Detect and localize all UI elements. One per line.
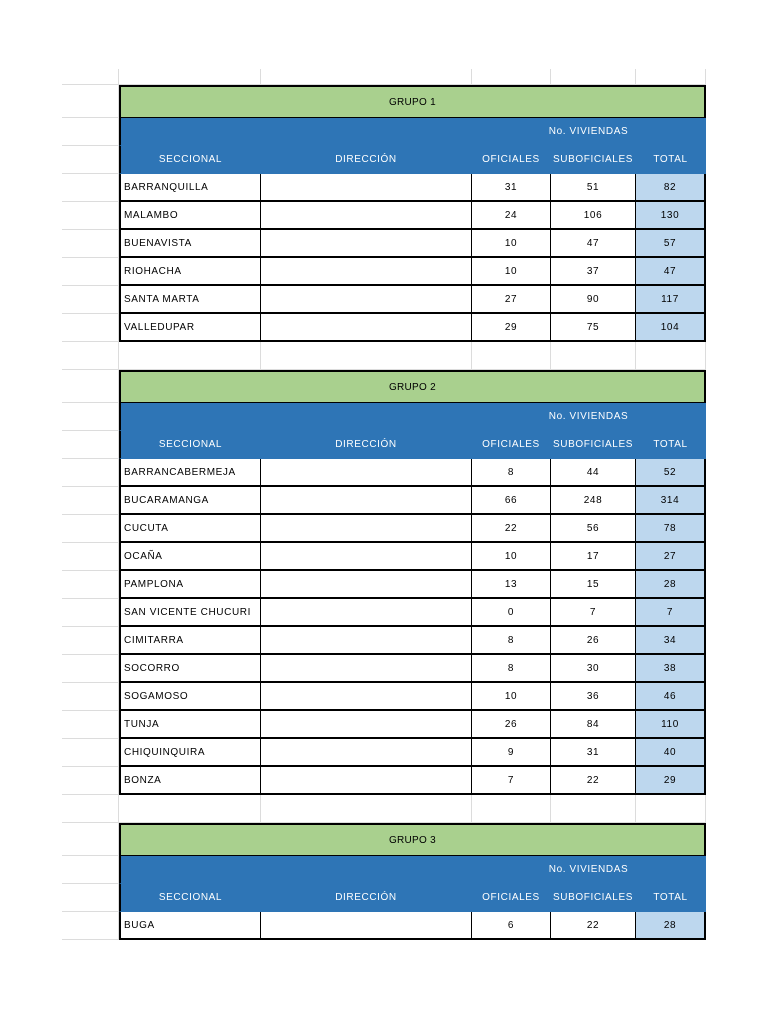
cell-suboficiales[interactable]: 248: [551, 487, 636, 515]
cell-oficiales[interactable]: 10: [472, 683, 551, 711]
cell-suboficiales[interactable]: 84: [551, 711, 636, 739]
cell-total[interactable]: 57: [636, 230, 706, 258]
empty-cell[interactable]: [551, 342, 636, 370]
header-direccion[interactable]: DIRECCIÓN: [261, 884, 472, 912]
row-gutter-cell: [62, 515, 119, 543]
row-gutter-cell: [62, 767, 119, 795]
table-row: [62, 459, 706, 487]
cell-seccional[interactable]: BONZA: [119, 767, 261, 795]
cell-total[interactable]: 314: [636, 487, 706, 515]
table-row: [62, 912, 706, 940]
header-oficiales[interactable]: OFICIALES: [472, 884, 551, 912]
table-row: [62, 174, 706, 202]
empty-cell[interactable]: [551, 69, 636, 85]
cell-oficiales[interactable]: 10: [472, 230, 551, 258]
row-gutter-cell: [62, 711, 119, 739]
row-gutter-cell: [62, 459, 119, 487]
cell-oficiales[interactable]: 8: [472, 627, 551, 655]
cell-total[interactable]: 46: [636, 683, 706, 711]
empty-cell[interactable]: [636, 342, 706, 370]
group-title-row: [62, 370, 706, 403]
header-suboficiales[interactable]: SUBOFICIALES: [551, 431, 636, 459]
group-title-row: [62, 823, 706, 856]
table-row: [62, 655, 706, 683]
table-row: [62, 683, 706, 711]
cell-direccion[interactable]: [261, 314, 472, 342]
empty-cell[interactable]: [551, 795, 636, 823]
cell-suboficiales[interactable]: 44: [551, 459, 636, 487]
cell-seccional[interactable]: RIOHACHA: [119, 258, 261, 286]
cell-direccion[interactable]: [261, 571, 472, 599]
cell-suboficiales[interactable]: 7: [551, 599, 636, 627]
table-row: [62, 739, 706, 767]
viviendas-row: [62, 856, 706, 884]
cell-seccional[interactable]: TUNJA: [119, 711, 261, 739]
viviendas-label[interactable]: No. VIVIENDAS: [472, 856, 706, 884]
cell-total[interactable]: 47: [636, 258, 706, 286]
cell-direccion[interactable]: [261, 912, 472, 940]
row-gutter-cell: [62, 146, 119, 174]
header-direccion[interactable]: DIRECCIÓN: [261, 146, 472, 174]
cell-suboficiales[interactable]: 15: [551, 571, 636, 599]
viviendas-row: [62, 118, 706, 146]
cell-oficiales[interactable]: 13: [472, 571, 551, 599]
empty-cell[interactable]: [261, 342, 472, 370]
cell-suboficiales[interactable]: 36: [551, 683, 636, 711]
cell-suboficiales[interactable]: 31: [551, 739, 636, 767]
cell-direccion[interactable]: [261, 543, 472, 571]
table-row: [62, 627, 706, 655]
table-row: [62, 202, 706, 230]
row-gutter-cell: [62, 230, 119, 258]
row-gutter-cell: [62, 258, 119, 286]
cell-seccional[interactable]: SOCORRO: [119, 655, 261, 683]
cell-direccion[interactable]: [261, 202, 472, 230]
cell-direccion[interactable]: [261, 174, 472, 202]
cell-seccional[interactable]: BARRANCABERMEJA: [119, 459, 261, 487]
cell-oficiales[interactable]: 10: [472, 543, 551, 571]
cell-direccion[interactable]: [261, 459, 472, 487]
table-row: [62, 599, 706, 627]
row-gutter-cell: [62, 856, 119, 884]
cell-total[interactable]: 52: [636, 459, 706, 487]
cell-seccional[interactable]: MALAMBO: [119, 202, 261, 230]
cell-seccional[interactable]: SOGAMOSO: [119, 683, 261, 711]
cell-direccion[interactable]: [261, 599, 472, 627]
cell-suboficiales[interactable]: 37: [551, 258, 636, 286]
cell-oficiales[interactable]: 29: [472, 314, 551, 342]
cell-seccional[interactable]: SANTA MARTA: [119, 286, 261, 314]
cell-suboficiales[interactable]: 22: [551, 767, 636, 795]
cell-total[interactable]: 7: [636, 599, 706, 627]
table-row: [62, 571, 706, 599]
header-suboficiales[interactable]: SUBOFICIALES: [551, 884, 636, 912]
row-gutter-cell: [62, 431, 119, 459]
cell-total[interactable]: 78: [636, 515, 706, 543]
viviendas-label[interactable]: No. VIVIENDAS: [472, 118, 706, 146]
cell-oficiales[interactable]: 8: [472, 655, 551, 683]
viviendas-row: [62, 403, 706, 431]
group-title[interactable]: GRUPO 1: [119, 85, 706, 118]
cell-oficiales[interactable]: 0: [472, 599, 551, 627]
cell-suboficiales[interactable]: 30: [551, 655, 636, 683]
cell-total[interactable]: 29: [636, 767, 706, 795]
header-suboficiales[interactable]: SUBOFICIALES: [551, 146, 636, 174]
cell-suboficiales[interactable]: 56: [551, 515, 636, 543]
table-row: [62, 314, 706, 342]
cell-suboficiales[interactable]: 26: [551, 627, 636, 655]
cell-seccional[interactable]: OCAÑA: [119, 543, 261, 571]
cell-suboficiales[interactable]: 47: [551, 230, 636, 258]
empty-cell[interactable]: [119, 342, 261, 370]
cell-total[interactable]: 27: [636, 543, 706, 571]
cell-direccion[interactable]: [261, 711, 472, 739]
cell-oficiales[interactable]: 10: [472, 258, 551, 286]
column-header-row: [62, 884, 706, 912]
cell-total[interactable]: 110: [636, 711, 706, 739]
header-seccional[interactable]: SECCIONAL: [119, 884, 261, 912]
cell-total[interactable]: 117: [636, 286, 706, 314]
cell-direccion[interactable]: [261, 286, 472, 314]
row-gutter-cell: [62, 599, 119, 627]
row-gutter-cell: [62, 314, 119, 342]
header-blank-band[interactable]: [119, 856, 472, 884]
group-title[interactable]: GRUPO 3: [119, 823, 706, 856]
cell-direccion[interactable]: [261, 655, 472, 683]
cell-suboficiales[interactable]: 106: [551, 202, 636, 230]
cell-oficiales[interactable]: 22: [472, 515, 551, 543]
empty-cell[interactable]: [472, 795, 551, 823]
cell-seccional[interactable]: BUGA: [119, 912, 261, 940]
row-gutter-cell: [62, 823, 119, 856]
cell-total[interactable]: 130: [636, 202, 706, 230]
empty-cell[interactable]: [119, 795, 261, 823]
spacer-row: [62, 342, 706, 370]
header-seccional[interactable]: SECCIONAL: [119, 431, 261, 459]
cell-oficiales[interactable]: 31: [472, 174, 551, 202]
table-row: [62, 286, 706, 314]
group-title[interactable]: GRUPO 2: [119, 370, 706, 403]
row-gutter-cell: [62, 286, 119, 314]
cell-suboficiales[interactable]: 75: [551, 314, 636, 342]
table-row: [62, 767, 706, 795]
cell-seccional[interactable]: PAMPLONA: [119, 571, 261, 599]
spacer-row: [62, 69, 706, 85]
header-blank-band[interactable]: [119, 118, 472, 146]
cell-oficiales[interactable]: 24: [472, 202, 551, 230]
group-title-row: [62, 85, 706, 118]
cell-direccion[interactable]: [261, 767, 472, 795]
cell-seccional[interactable]: BARRANQUILLA: [119, 174, 261, 202]
cell-oficiales[interactable]: 6: [472, 912, 551, 940]
row-gutter-cell: [62, 202, 119, 230]
table-row: [62, 515, 706, 543]
header-oficiales[interactable]: OFICIALES: [472, 146, 551, 174]
cell-total[interactable]: 82: [636, 174, 706, 202]
row-gutter-cell: [62, 795, 119, 823]
cell-total[interactable]: 104: [636, 314, 706, 342]
cell-direccion[interactable]: [261, 739, 472, 767]
spreadsheet: [62, 69, 706, 940]
cell-suboficiales[interactable]: 51: [551, 174, 636, 202]
empty-cell[interactable]: [636, 69, 706, 85]
empty-cell[interactable]: [472, 342, 551, 370]
table-row: [62, 487, 706, 515]
header-total[interactable]: TOTAL: [636, 431, 706, 459]
row-gutter-cell: [62, 627, 119, 655]
cell-seccional[interactable]: CHIQUINQUIRA: [119, 739, 261, 767]
row-gutter-cell: [62, 683, 119, 711]
empty-cell[interactable]: [636, 795, 706, 823]
row-gutter-cell: [62, 739, 119, 767]
cell-total[interactable]: 34: [636, 627, 706, 655]
cell-direccion[interactable]: [261, 627, 472, 655]
cell-direccion[interactable]: [261, 258, 472, 286]
row-gutter-cell: [62, 884, 119, 912]
cell-direccion[interactable]: [261, 230, 472, 258]
header-direccion[interactable]: DIRECCIÓN: [261, 431, 472, 459]
row-gutter-cell: [62, 403, 119, 431]
cell-seccional[interactable]: SAN VICENTE CHUCURI: [119, 599, 261, 627]
cell-oficiales[interactable]: 66: [472, 487, 551, 515]
header-oficiales[interactable]: OFICIALES: [472, 431, 551, 459]
header-total[interactable]: TOTAL: [636, 146, 706, 174]
cell-direccion[interactable]: [261, 515, 472, 543]
table-row: [62, 543, 706, 571]
cell-total[interactable]: 40: [636, 739, 706, 767]
cell-seccional[interactable]: VALLEDUPAR: [119, 314, 261, 342]
cell-suboficiales[interactable]: 90: [551, 286, 636, 314]
cell-oficiales[interactable]: 8: [472, 459, 551, 487]
row-gutter-cell: [62, 487, 119, 515]
cell-total[interactable]: 28: [636, 571, 706, 599]
cell-total[interactable]: 28: [636, 912, 706, 940]
row-gutter-cell: [62, 655, 119, 683]
cell-seccional[interactable]: CUCUTA: [119, 515, 261, 543]
row-gutter-cell: [62, 85, 119, 118]
cell-oficiales[interactable]: 27: [472, 286, 551, 314]
row-gutter-cell: [62, 912, 119, 940]
cell-suboficiales[interactable]: 17: [551, 543, 636, 571]
cell-seccional[interactable]: CIMITARRA: [119, 627, 261, 655]
cell-oficiales[interactable]: 7: [472, 767, 551, 795]
empty-cell[interactable]: [261, 795, 472, 823]
table-row: [62, 230, 706, 258]
row-gutter-cell: [62, 342, 119, 370]
header-blank-band[interactable]: [119, 403, 472, 431]
header-seccional[interactable]: SECCIONAL: [119, 146, 261, 174]
column-header-row: [62, 146, 706, 174]
row-gutter-cell: [62, 571, 119, 599]
table-row: [62, 258, 706, 286]
column-header-row: [62, 431, 706, 459]
cell-seccional[interactable]: BUCARAMANGA: [119, 487, 261, 515]
cell-seccional[interactable]: BUENAVISTA: [119, 230, 261, 258]
cell-suboficiales[interactable]: 22: [551, 912, 636, 940]
cell-direccion[interactable]: [261, 487, 472, 515]
empty-cell[interactable]: [119, 69, 261, 85]
row-gutter-cell: [62, 174, 119, 202]
row-gutter-cell: [62, 118, 119, 146]
cell-direccion[interactable]: [261, 683, 472, 711]
cell-oficiales[interactable]: 26: [472, 711, 551, 739]
cell-total[interactable]: 38: [636, 655, 706, 683]
cell-oficiales[interactable]: 9: [472, 739, 551, 767]
spacer-row: [62, 795, 706, 823]
row-gutter-cell: [62, 370, 119, 403]
row-gutter-cell: [62, 69, 119, 85]
row-gutter-cell: [62, 543, 119, 571]
table-row: [62, 711, 706, 739]
header-total[interactable]: TOTAL: [636, 884, 706, 912]
viviendas-label[interactable]: No. VIVIENDAS: [472, 403, 706, 431]
empty-cell[interactable]: [472, 69, 551, 85]
empty-cell[interactable]: [261, 69, 472, 85]
